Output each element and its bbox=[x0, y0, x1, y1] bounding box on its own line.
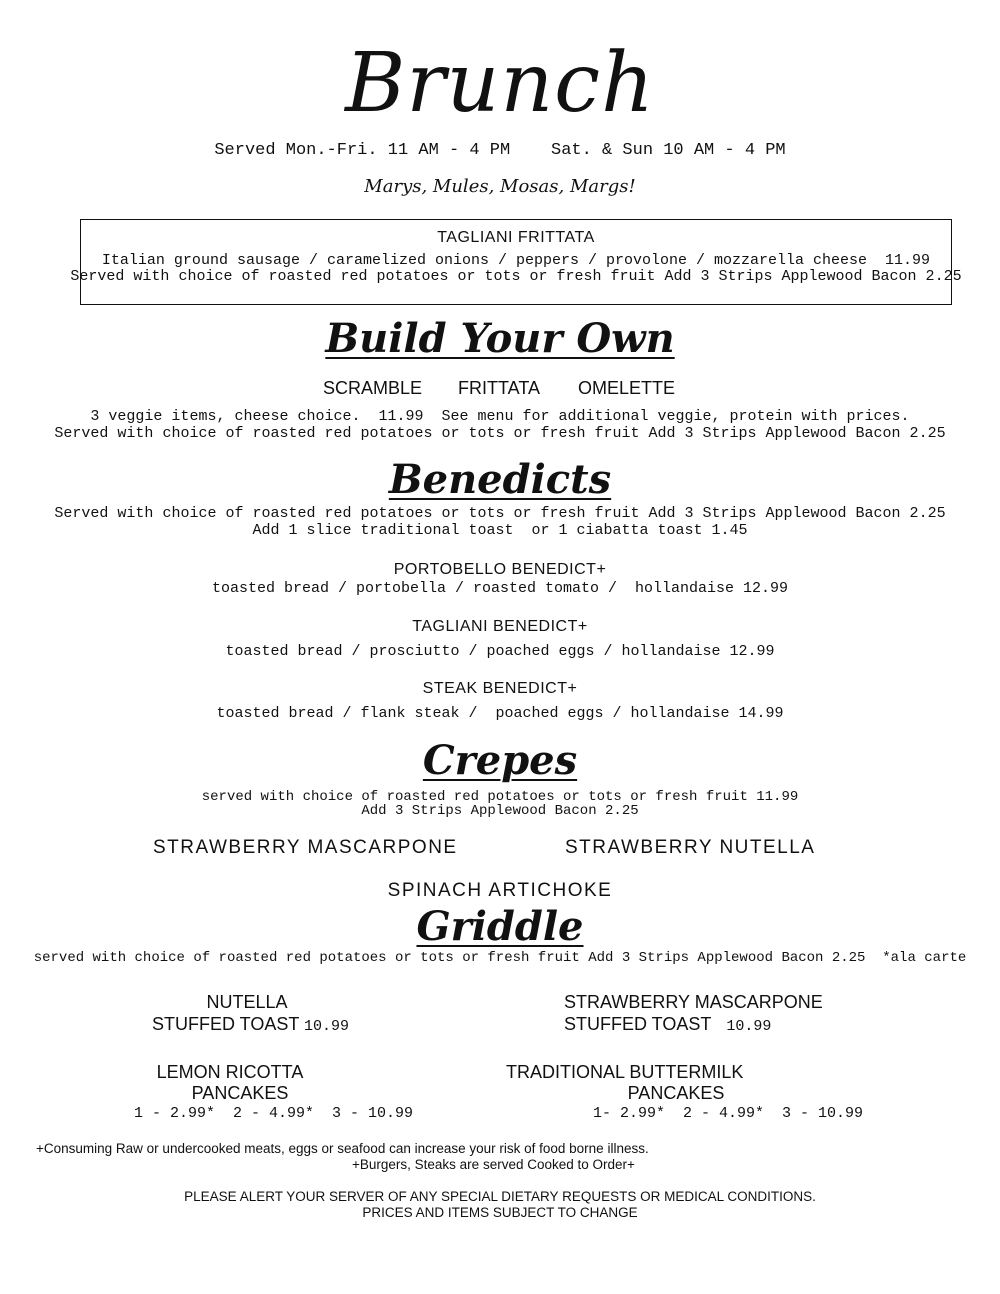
crepes-heading: Crepes bbox=[422, 737, 578, 784]
benedict-name: STEAK BENEDICT+ bbox=[422, 680, 578, 697]
dietary-alert: PLEASE ALERT YOUR SERVER OF ANY SPECIAL DIETARY REQUESTS OR MEDICAL CONDITIONS. bbox=[184, 1189, 816, 1204]
build-your-own-description: 3 veggie items, cheese choice. 11.99 See menu for additional veggie, protein with prices. bbox=[90, 408, 910, 425]
benedict-name: PORTOBELLO BENEDICT+ bbox=[393, 561, 607, 578]
benedicts-toast: Add 1 slice traditional toast or 1 ciabatta toast 1.45 bbox=[252, 522, 748, 539]
benedict-description: toasted bread / portobella / roasted tomato / hollandaise 12.99 bbox=[211, 580, 789, 597]
option-omelette: OMELETTE bbox=[578, 378, 676, 398]
pancake-name: PANCAKES bbox=[191, 1083, 289, 1103]
griddle-heading: Griddle bbox=[416, 903, 584, 950]
griddle-item-name: NUTELLA bbox=[206, 992, 288, 1012]
pancake-prices: 1- 2.99* 2 - 4.99* 3 - 10.99 bbox=[593, 1105, 864, 1122]
pancake-prices: 1 - 2.99* 2 - 4.99* 3 - 10.99 bbox=[134, 1105, 414, 1122]
crepes-bacon: Add 3 Strips Applewood Bacon 2.25 bbox=[361, 803, 639, 819]
griddle-item-price: 10.99 bbox=[304, 1018, 350, 1035]
featured-item-name: TAGLIANI FRITTATA bbox=[437, 229, 595, 246]
menu-title: Brunch bbox=[345, 36, 655, 131]
benedicts-heading: Benedicts bbox=[388, 456, 612, 503]
pancake-name: PANCAKES bbox=[627, 1083, 725, 1103]
option-scramble: SCRAMBLE bbox=[323, 378, 423, 398]
build-your-own-heading: Build Your Own bbox=[325, 315, 675, 362]
pancake-name: LEMON RICOTTA bbox=[156, 1062, 304, 1082]
griddle-item-name: STUFFED TOAST 10.99 bbox=[564, 1014, 772, 1035]
featured-item-description: Italian ground sausage / caramelized onions / peppers / provolone / mozzarella cheese 11.99 bbox=[101, 252, 931, 269]
option-frittata: FRITTATA bbox=[458, 378, 540, 398]
griddle-item-name: STRAWBERRY MASCARPONE bbox=[564, 992, 823, 1012]
crepes-side: served with choice of roasted red potatoes or tots or fresh fruit 11.99 bbox=[201, 789, 799, 805]
prices-subject-to-change: PRICES AND ITEMS SUBJECT TO CHANGE bbox=[362, 1205, 638, 1220]
griddle-side: served with choice of roasted red potatoes or tots or fresh fruit Add 3 Strips Applewood Bacon 2.25 *ala carte bbox=[33, 950, 967, 966]
featured-item-side: Served with choice of roasted red potatoes or tots or fresh fruit Add 3 Strips Applewood Bacon 2.25 bbox=[70, 268, 962, 285]
pancake-name: TRADITIONAL BUTTERMILK bbox=[506, 1062, 744, 1082]
drinks-tagline: Marys, Mules, Mosas, Margs! bbox=[364, 176, 636, 197]
raw-food-warning: +Consuming Raw or undercooked meats, eggs or seafood can increase your risk of food borne illness. bbox=[36, 1141, 649, 1156]
build-your-own-side: Served with choice of roasted red potatoes or tots or fresh fruit Add 3 Strips Applewood Bacon 2.25 bbox=[54, 425, 946, 442]
crepe-item: STRAWBERRY MASCARPONE bbox=[153, 837, 458, 858]
cooked-to-order-note: +Burgers, Steaks are served Cooked to Order+ bbox=[352, 1157, 635, 1172]
crepe-item: STRAWBERRY NUTELLA bbox=[565, 837, 816, 858]
benedict-description: toasted bread / prosciutto / poached eggs / hollandaise 12.99 bbox=[225, 643, 775, 660]
griddle-item-name: STUFFED TOAST 10.99 bbox=[152, 1014, 350, 1035]
service-hours: Served Mon.-Fri. 11 AM - 4 PM Sat. & Sun 10 AM - 4 PM bbox=[214, 141, 786, 160]
benedict-description: toasted bread / flank steak / poached eggs / hollandaise 14.99 bbox=[216, 705, 784, 722]
benedicts-side: Served with choice of roasted red potatoes or tots or fresh fruit Add 3 Strips Applewood Bacon 2.25 bbox=[54, 505, 946, 522]
crepe-item: SPINACH ARTICHOKE bbox=[387, 880, 613, 901]
griddle-item-price: 10.99 bbox=[726, 1018, 772, 1035]
benedict-name: TAGLIANI BENEDICT+ bbox=[412, 618, 588, 635]
